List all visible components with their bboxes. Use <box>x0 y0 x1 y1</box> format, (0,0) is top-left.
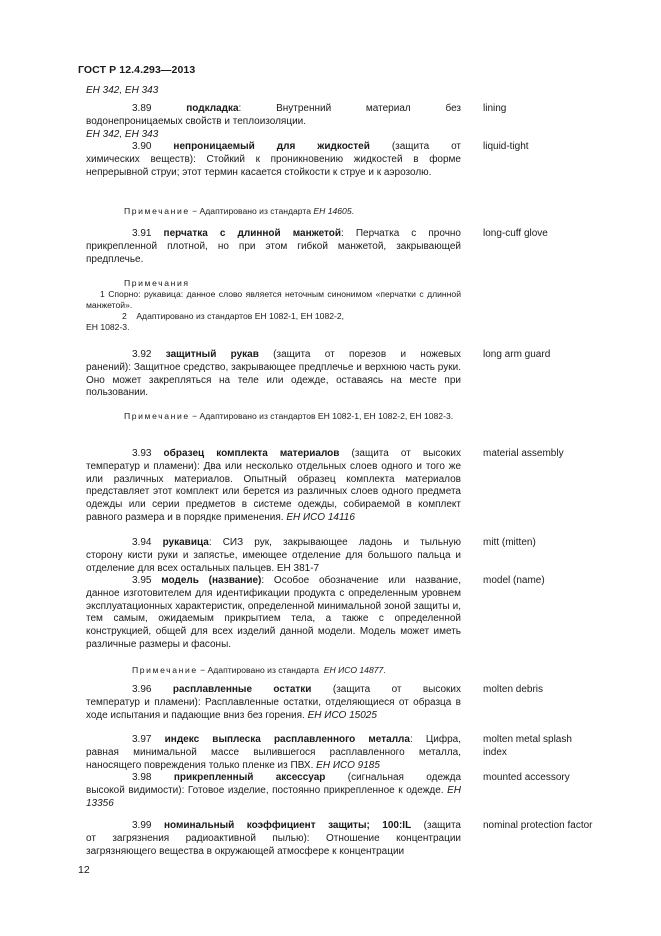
term-reference: ЕН ИСО 9185 <box>316 759 380 771</box>
term-definition: равная минимальной массе вылившегося расплавленного металла, наносящего повреждения только пленке из ПВХ. <box>86 746 461 771</box>
term-number: 3.98 <box>132 772 152 783</box>
english-term-3-99: nominal protection factor <box>483 820 593 831</box>
note-end: . <box>383 665 386 675</box>
note-label: Примечания <box>124 278 190 288</box>
note-item-2-cont: ЕН 1082-3. <box>86 322 130 332</box>
term-3-96 <box>86 684 461 722</box>
note-3-90 <box>86 206 461 217</box>
term-definition: химических веществ): Стойкий к проникновению жидкостей в форме непрерывной струи; этот термин касается стойкости к струе и к аэрозолю. <box>86 153 461 178</box>
term-definition-start: (защита от порезов и ножевых <box>273 349 462 360</box>
note-3-95 <box>86 665 461 676</box>
note-text: − Адаптировано из стандарта <box>197 665 324 675</box>
english-term-3-94: mitt (mitten) <box>483 537 536 548</box>
english-term-3-98: mounted accessory <box>483 772 570 783</box>
term-definition-start: (сигнальная одежда <box>347 772 462 783</box>
term-number: 3.89 <box>132 103 152 114</box>
term-colon: : <box>238 103 242 114</box>
term-3-92 <box>86 349 461 400</box>
term-3-95 <box>86 575 461 652</box>
term-definition-start: (защита от высоких <box>332 684 462 695</box>
term-name: непроницаемый для жидкостей <box>173 141 370 152</box>
term-definition: ранений): Защитное средство, закрывающее предплечье и верхнюю часть руки. Оно может закрепляться на теле или одежде, оставаясь на месте при пользовании. <box>86 361 461 399</box>
term-name: номинальный коэффициент защиты; 100:IL <box>163 820 412 831</box>
term-definition: температур и пламени): Расплавленные остатки, отделяющиеся от образца в ходе испытания и падающие вниз без горения. <box>86 696 461 721</box>
lead-reference: ЕН 342, ЕН 343 <box>86 85 159 96</box>
term-name: защитный рукав <box>165 349 259 360</box>
english-term-3-96: molten debris <box>483 684 544 695</box>
english-term-3-92: long arm guard <box>483 349 551 360</box>
note-end: . <box>351 206 354 216</box>
term-definition-start: (защита от высоких <box>351 448 462 459</box>
term-3-93 <box>86 448 461 525</box>
term-3-99 <box>86 820 461 858</box>
note-item-1: 1 Спорно: рукавица: данное слово является неточным синонимом «перчатки с длинной манжетой». <box>86 289 461 310</box>
document-header: ГОСТ Р 12.4.293—2013 <box>78 64 196 76</box>
note-text: − Адаптировано из стандартов ЕН 1082-1, ЕН 1082-2, ЕН 1082-3. <box>189 411 454 421</box>
note-reference: ЕН 14605 <box>313 206 352 216</box>
term-name: рукавица <box>162 537 209 548</box>
term-3-91 <box>86 228 461 266</box>
term-name: расплавленные остатки <box>172 684 312 695</box>
term-name: индекс выплеска расплавленного металла <box>164 734 410 745</box>
term-3-89 <box>86 103 461 141</box>
term-number: 3.95 <box>132 575 152 586</box>
term-definition: данное изготовителем для идентификации продукта с определенным уровнем эксплуатационных характеристик, определенной минимальной зоной защиты и, тем самым, ожидаемым прикрытием тела, а также с определенной конструкцией, общей для всех изделий данной модели. Модель может иметь различные размеры и фасоны. <box>86 587 461 650</box>
note-text: − Адаптировано из стандарта <box>189 206 314 216</box>
term-definition-start: (защита от <box>391 141 462 152</box>
english-term-3-89: lining <box>483 103 507 114</box>
term-name: модель (название) <box>161 575 262 586</box>
note-label: Примечание <box>132 665 198 675</box>
note-label: Примечание <box>124 411 190 421</box>
english-term-line-2: index <box>483 746 507 758</box>
term-definition-start: : Цифра, <box>409 734 462 745</box>
term-definition: температур и пламени): Два или несколько отдельных слоев одного и того же или различных материалов. Опытный образец комплекта материалов представляет этот комплект или берется из различных слоев одного предмета одежды или серии предметов в системе одежды, собираемой в комплект равного размера и в порядке применения. <box>86 460 461 523</box>
english-term-3-97 <box>483 734 572 760</box>
term-reference: ЕН ИСО 15025 <box>307 709 377 721</box>
term-definition-start: Внутренний материал без <box>276 103 462 114</box>
term-number: 3.90 <box>132 141 152 152</box>
note-reference: ЕН ИСО 14877 <box>323 665 384 675</box>
page-number: 12 <box>78 864 90 876</box>
term-definition: прикрепленной плотной, но при этом гибкой манжетой, закрывающей предплечье. <box>86 240 461 265</box>
term-definition-start: : Перчатка с прочно <box>341 228 461 239</box>
term-3-97 <box>86 734 461 772</box>
term-3-94 <box>86 537 461 575</box>
term-definition-start: : Особое обозначение или название, <box>261 575 461 586</box>
note-3-91 <box>86 278 461 333</box>
term-name: подкладка <box>186 103 239 114</box>
english-term-line-1: molten metal splash <box>483 734 572 745</box>
term-definition-start: : СИЗ рук, закрывающее ладонь и тыльную <box>208 537 461 548</box>
term-number: 3.93 <box>132 448 152 459</box>
term-number: 3.99 <box>132 820 152 831</box>
term-definition: водонепроницаемых свойств и теплоизоляции. <box>86 115 307 127</box>
term-definition: сторону кисти руки и запястье, имеющее отделение для большого пальца и отделение для всех остальных пальцев. ЕН 381-7 <box>86 549 461 574</box>
english-term-3-93: material assembly <box>483 448 564 459</box>
term-definition-start: (защита <box>423 820 461 831</box>
term-number: 3.97 <box>132 734 152 745</box>
english-term-3-95: model (name) <box>483 575 545 586</box>
term-name: образец комплекта материалов <box>163 448 340 459</box>
note-item-2: 2 Адаптировано из стандартов ЕН 1082-1, ЕН 1082-2, <box>122 311 345 321</box>
term-reference: ЕН 342, ЕН 343 <box>86 128 159 140</box>
note-label: Примечание <box>124 206 190 216</box>
note-3-92 <box>86 411 461 422</box>
term-reference: ЕН ИСО 14116 <box>286 511 355 523</box>
term-number: 3.96 <box>132 684 152 695</box>
term-3-90 <box>86 141 461 179</box>
term-definition: от загрязнения радиоактивной пылью): Отношение концентрации загрязняющего вещества в окружающей атмосфере к концентрации <box>86 832 461 857</box>
term-number: 3.91 <box>132 228 152 239</box>
term-number: 3.94 <box>132 537 152 548</box>
term-reference: ЕН 13356 <box>86 784 461 809</box>
term-name: прикрепленный аксессуар <box>173 772 326 783</box>
english-term-3-90: liquid-tight <box>483 141 529 152</box>
term-name: перчатка с длинной манжетой <box>163 228 342 239</box>
term-definition: высокой видимости): Готовое изделие, постоянно прикрепленное к одежде. <box>86 784 448 796</box>
term-3-98 <box>86 772 461 810</box>
english-term-3-91: long-cuff glove <box>483 228 548 239</box>
term-number: 3.92 <box>132 349 152 360</box>
